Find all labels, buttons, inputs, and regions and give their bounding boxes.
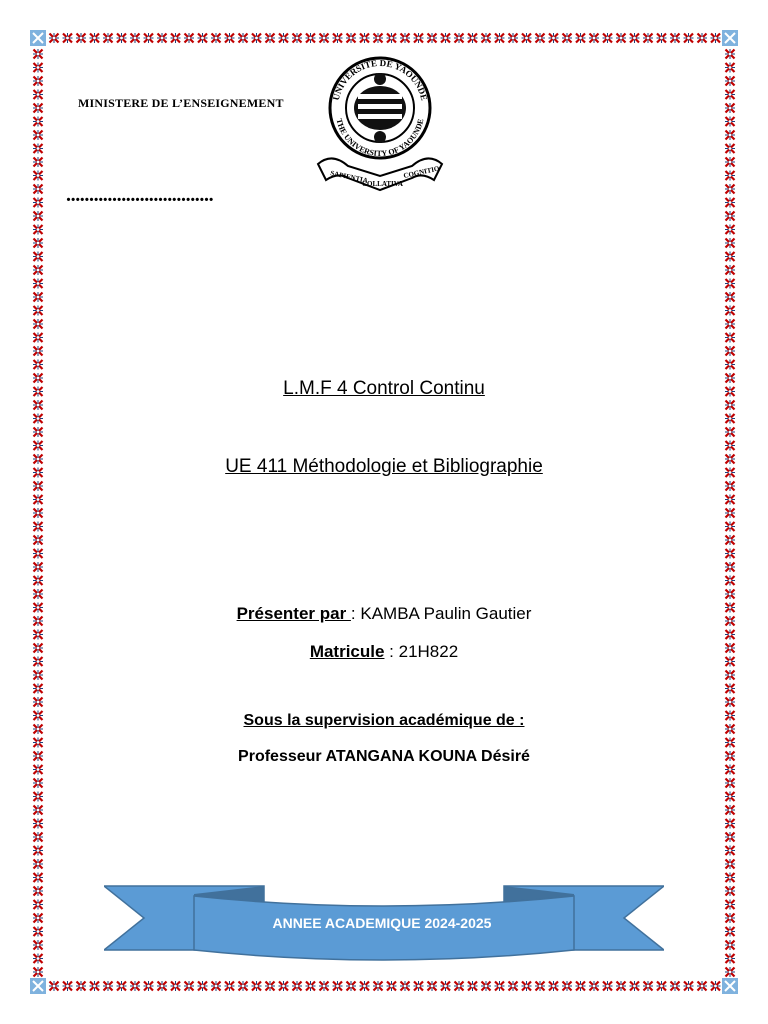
ornament-star-icon: [725, 697, 735, 707]
academic-year-label: ANNEE ACADEMIQUE 2024-2025: [272, 915, 492, 931]
ornament-star-icon: [373, 33, 383, 43]
ornament-star-icon: [725, 670, 735, 680]
ornament-star-icon: [252, 33, 262, 43]
ornament-star-icon: [184, 981, 194, 991]
ornament-star-icon: [90, 33, 100, 43]
ornament-star-icon: [225, 33, 235, 43]
ornament-star-icon: [319, 981, 329, 991]
ornament-star-icon: [725, 873, 735, 883]
supervision-label: Sous la supervision académique de :: [243, 712, 525, 729]
ornament-star-icon: [643, 981, 653, 991]
ornament-star-icon: [373, 981, 383, 991]
ornament-star-icon: [725, 427, 735, 437]
ornament-star-icon: [725, 684, 735, 694]
ornament-star-icon: [725, 171, 735, 181]
ornament-star-icon: [684, 981, 694, 991]
ornament-star-icon: [211, 981, 221, 991]
ornament-star-icon: [562, 33, 572, 43]
ornament-star-icon: [441, 981, 451, 991]
ornament-star-icon: [49, 33, 59, 43]
ornament-star-icon: [33, 198, 43, 208]
ornament-star-icon: [33, 873, 43, 883]
ornament-star-icon: [481, 981, 491, 991]
ornament-star-icon: [725, 522, 735, 532]
ornament-star-icon: [387, 33, 397, 43]
ornament-star-icon: [33, 49, 43, 59]
seal-motto-2: COLLATIVA: [362, 180, 403, 188]
ornament-star-icon: [454, 33, 464, 43]
ornament-star-icon: [725, 252, 735, 262]
ornament-star-icon: [49, 981, 59, 991]
ornament-star-icon: [535, 981, 545, 991]
ornament-star-icon: [252, 981, 262, 991]
ornament-star-icon: [725, 792, 735, 802]
ornament-star-icon: [725, 481, 735, 491]
ornament-star-icon: [33, 184, 43, 194]
ornament-star-icon: [33, 319, 43, 329]
presenter-name: KAMBA Paulin Gautier: [360, 604, 532, 623]
ornament-star-icon: [33, 171, 43, 181]
ornament-star-icon: [670, 981, 680, 991]
ornament-star-icon: [265, 33, 275, 43]
seal-motto-3: COGNITIO: [402, 164, 441, 180]
ornament-star-icon: [725, 103, 735, 113]
ornament-star-icon: [725, 63, 735, 73]
ornament-star-icon: [333, 33, 343, 43]
ornament-star-icon: [33, 238, 43, 248]
ornament-star-icon: [400, 981, 410, 991]
ornament-star-icon: [33, 211, 43, 221]
ornament-star-icon: [117, 33, 127, 43]
ornament-star-icon: [265, 981, 275, 991]
presenter-label: Présenter par: [236, 604, 351, 623]
ornament-star-icon: [33, 589, 43, 599]
ornament-star-icon: [549, 981, 559, 991]
ornament-star-icon: [725, 400, 735, 410]
ornament-star-icon: [33, 684, 43, 694]
ornament-star-icon: [725, 738, 735, 748]
ornament-star-icon: [725, 562, 735, 572]
ornament-star-icon: [616, 981, 626, 991]
ornament-star-icon: [103, 33, 113, 43]
ornament-star-icon: [643, 33, 653, 43]
course-title: L.M.F 4 Control Continu: [283, 378, 485, 399]
ornament-star-icon: [725, 846, 735, 856]
ornament-star-icon: [33, 792, 43, 802]
ornament-star-icon: [33, 225, 43, 235]
ornament-star-icon: [725, 360, 735, 370]
ornament-star-icon: [725, 319, 735, 329]
ornament-star-icon: [33, 481, 43, 491]
dotted-separator: ................................: [66, 184, 214, 206]
ornament-star-icon: [33, 832, 43, 842]
ornament-star-icon: [576, 33, 586, 43]
ornament-star-icon: [33, 252, 43, 262]
ornament-star-icon: [725, 954, 735, 964]
ornament-star-icon: [427, 981, 437, 991]
ornament-star-icon: [684, 33, 694, 43]
ornament-star-icon: [76, 981, 86, 991]
ornament-star-icon: [360, 981, 370, 991]
ornament-star-icon: [33, 90, 43, 100]
ornament-star-icon: [495, 33, 505, 43]
ornament-star-icon: [725, 441, 735, 451]
ornament-star-icon: [33, 103, 43, 113]
presenter-line: [0, 604, 768, 624]
ornament-star-icon: [33, 670, 43, 680]
ornament-star-icon: [725, 832, 735, 842]
ornament-star-icon: [33, 522, 43, 532]
ornament-star-icon: [33, 333, 43, 343]
ornament-star-icon: [33, 967, 43, 977]
ornament-star-icon: [725, 414, 735, 424]
ornament-star-icon: [468, 981, 478, 991]
ornament-star-icon: [725, 265, 735, 275]
ornament-star-icon: [725, 333, 735, 343]
ornament-star-icon: [725, 967, 735, 977]
ornament-star-icon: [481, 33, 491, 43]
ornament-star-icon: [130, 981, 140, 991]
ornament-star-icon: [33, 954, 43, 964]
ornament-star-icon: [725, 495, 735, 505]
ornament-star-icon: [616, 33, 626, 43]
ornament-star-icon: [725, 778, 735, 788]
ornament-star-icon: [400, 33, 410, 43]
seal-top-text: UNIVERSITE DE YAOUNDE: [330, 57, 430, 102]
ornament-star-icon: [508, 33, 518, 43]
ornament-star-icon: [33, 441, 43, 451]
ornament-star-icon: [657, 33, 667, 43]
ornament-star-icon: [630, 33, 640, 43]
ornament-star-icon: [562, 981, 572, 991]
ornament-star-icon: [522, 981, 532, 991]
ornament-star-icon: [33, 846, 43, 856]
ornament-star-icon: [63, 981, 73, 991]
ornament-star-icon: [33, 819, 43, 829]
ornament-star-icon: [33, 76, 43, 86]
ornament-star-icon: [725, 535, 735, 545]
ornament-star-icon: [306, 33, 316, 43]
ornament-star-icon: [725, 292, 735, 302]
ornament-star-icon: [495, 981, 505, 991]
ornament-star-icon: [725, 508, 735, 518]
ornament-star-icon: [33, 927, 43, 937]
ornament-star-icon: [33, 63, 43, 73]
ornament-star-icon: [589, 33, 599, 43]
ornament-star-icon: [725, 144, 735, 154]
ornament-star-icon: [279, 981, 289, 991]
presenter-separator: :: [350, 604, 361, 623]
ornament-star-icon: [292, 981, 302, 991]
ornament-star-icon: [33, 157, 43, 167]
ornament-star-icon: [725, 859, 735, 869]
ornament-star-icon: [387, 981, 397, 991]
ornament-star-icon: [33, 697, 43, 707]
ornament-star-icon: [725, 630, 735, 640]
ornament-star-icon: [427, 33, 437, 43]
ornament-star-icon: [33, 765, 43, 775]
ornament-star-icon: [171, 33, 181, 43]
ornament-star-icon: [725, 225, 735, 235]
ornament-star-icon: [697, 981, 707, 991]
ornament-star-icon: [33, 414, 43, 424]
ornament-star-icon: [725, 198, 735, 208]
ministry-header: MINISTERE DE L’ENSEIGNEMENT: [78, 96, 284, 110]
ornament-star-icon: [535, 33, 545, 43]
ornament-star-icon: [725, 130, 735, 140]
ornament-star-icon: [33, 738, 43, 748]
ornament-star-icon: [225, 981, 235, 991]
ornament-star-icon: [441, 33, 451, 43]
ornament-star-icon: [144, 33, 154, 43]
ornament-star-icon: [725, 157, 735, 167]
matricule-separator: :: [384, 642, 399, 661]
ornament-star-icon: [725, 576, 735, 586]
ornament-star-icon: [319, 33, 329, 43]
ornament-star-icon: [33, 900, 43, 910]
ornament-star-icon: [33, 508, 43, 518]
ornament-star-icon: [33, 279, 43, 289]
ornament-star-icon: [33, 360, 43, 370]
ornament-star-icon: [603, 981, 613, 991]
ornament-star-icon: [725, 805, 735, 815]
ornament-star-icon: [725, 549, 735, 559]
ornament-star-icon: [454, 981, 464, 991]
ornament-star-icon: [33, 859, 43, 869]
ornament-star-icon: [414, 33, 424, 43]
ornament-star-icon: [306, 981, 316, 991]
ornament-star-icon: [33, 265, 43, 275]
ornament-star-icon: [725, 184, 735, 194]
ornament-star-icon: [589, 981, 599, 991]
ornament-star-icon: [468, 33, 478, 43]
ornament-star-icon: [360, 33, 370, 43]
ornament-star-icon: [725, 346, 735, 356]
matricule-line: [0, 642, 768, 662]
ornament-star-icon: [725, 90, 735, 100]
ornament-star-icon: [346, 981, 356, 991]
ornament-star-icon: [576, 981, 586, 991]
ornament-star-icon: [33, 535, 43, 545]
ornament-star-icon: [33, 940, 43, 950]
ornament-star-icon: [33, 144, 43, 154]
ornament-star-icon: [33, 630, 43, 640]
ornament-star-icon: [33, 117, 43, 127]
ornament-star-icon: [725, 211, 735, 221]
ornament-star-icon: [346, 33, 356, 43]
matricule-value: 21H822: [398, 642, 459, 661]
ornament-star-icon: [725, 76, 735, 86]
ornament-star-icon: [198, 981, 208, 991]
ornament-star-icon: [33, 292, 43, 302]
ornament-star-icon: [33, 400, 43, 410]
ornament-star-icon: [117, 981, 127, 991]
ornament-star-icon: [211, 33, 221, 43]
ornament-star-icon: [522, 33, 532, 43]
ornament-star-icon: [292, 33, 302, 43]
ornament-star-icon: [725, 238, 735, 248]
ornament-star-icon: [33, 306, 43, 316]
matricule-label: Matricule: [309, 642, 385, 661]
seal-emblem-icon: [354, 73, 406, 143]
ornament-star-icon: [725, 913, 735, 923]
ornament-star-icon: [725, 589, 735, 599]
ornament-star-icon: [33, 778, 43, 788]
seal-bottom-text: THE UNIVERSITY OF YAOUNDE: [334, 117, 426, 159]
ornament-star-icon: [725, 765, 735, 775]
ornament-star-icon: [103, 981, 113, 991]
ornament-star-icon: [333, 981, 343, 991]
ornament-star-icon: [33, 346, 43, 356]
ornament-star-icon: [279, 33, 289, 43]
ornament-star-icon: [725, 49, 735, 59]
ornament-star-icon: [184, 33, 194, 43]
ornament-star-icon: [725, 819, 735, 829]
supervisor-name: Professeur ATANGANA KOUNA Désiré: [238, 748, 530, 765]
ornament-star-icon: [33, 130, 43, 140]
seal-motto-1: SAPIENTIA: [329, 169, 369, 185]
ornament-star-icon: [33, 549, 43, 559]
ornament-star-icon: [630, 981, 640, 991]
university-seal-logo: [312, 52, 452, 194]
ornament-star-icon: [33, 562, 43, 572]
ornament-star-icon: [76, 33, 86, 43]
ornament-star-icon: [711, 33, 721, 43]
ornament-star-icon: [144, 981, 154, 991]
ornament-star-icon: [725, 117, 735, 127]
unit-title: UE 411 Méthodologie et Bibliographie: [225, 456, 543, 477]
ornament-star-icon: [171, 981, 181, 991]
ornament-star-icon: [725, 927, 735, 937]
ornament-star-icon: [549, 33, 559, 43]
ornament-star-icon: [725, 279, 735, 289]
ornament-star-icon: [657, 981, 667, 991]
ornament-star-icon: [33, 886, 43, 896]
ornament-star-icon: [711, 981, 721, 991]
ornament-star-icon: [670, 33, 680, 43]
ornament-star-icon: [33, 427, 43, 437]
ornament-star-icon: [725, 900, 735, 910]
ornament-star-icon: [725, 886, 735, 896]
ornament-star-icon: [238, 33, 248, 43]
ornament-star-icon: [603, 33, 613, 43]
ornament-star-icon: [33, 805, 43, 815]
ornament-star-icon: [33, 495, 43, 505]
ornament-star-icon: [33, 913, 43, 923]
ornament-star-icon: [63, 33, 73, 43]
ornament-star-icon: [198, 33, 208, 43]
ornament-star-icon: [508, 981, 518, 991]
ornament-star-icon: [414, 981, 424, 991]
ornament-star-icon: [33, 576, 43, 586]
ornament-star-icon: [157, 981, 167, 991]
ornament-star-icon: [90, 981, 100, 991]
ornament-star-icon: [157, 33, 167, 43]
ornament-star-icon: [725, 940, 735, 950]
ornament-star-icon: [725, 306, 735, 316]
ornament-star-icon: [130, 33, 140, 43]
ornament-star-icon: [697, 33, 707, 43]
ornament-star-icon: [238, 981, 248, 991]
